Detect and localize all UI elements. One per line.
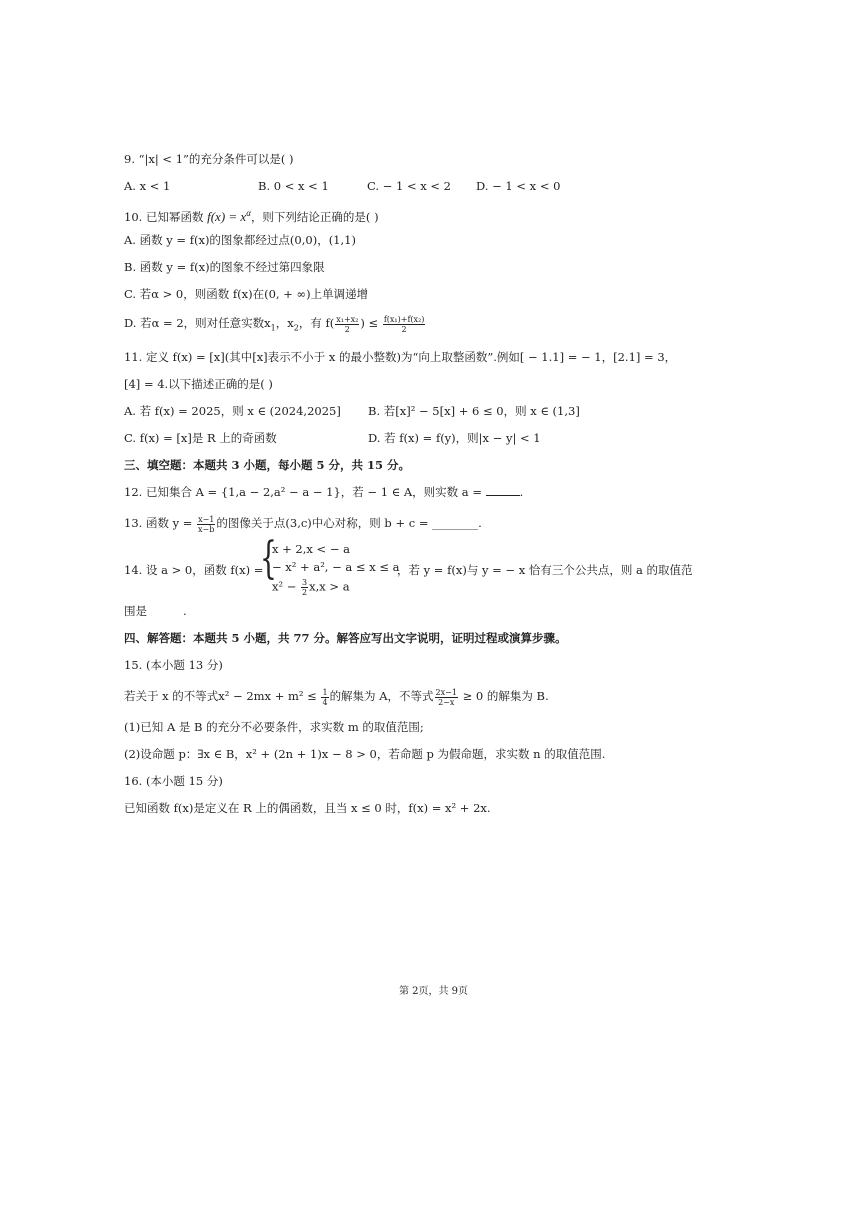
q10-stem <box>124 204 379 226</box>
q12-pre: 12. 已知集合 A = {1,a − 2,a² − a − 1}，若 − 1 ∈ A，则实数 a = <box>124 485 486 499</box>
q14-post: ，若 y = f(x)与 y = − x 恰有三个公共点，则 a 的取值范 <box>397 563 693 577</box>
q10-d-fraction-2: $\frac{\text{f(x₁)+f(x₂)}}{2}$ <box>383 314 425 334</box>
section-4-heading: 四、解答题：本题共 5 小题，共 77 分。解答应写出文字说明，证明过程或演算步骤。 <box>124 631 567 645</box>
q11-line1: 11. 定义 f(x) = [x](其中[x]表示不小于 x 的最小整数)为“向上取整函数”.例如[ − 1.1] = − 1，[2.1] = 3， <box>124 350 677 364</box>
q14-line2: 围是 . <box>124 604 187 618</box>
q11-line2: [4] = 4.以下描述正确的是( ) <box>124 377 273 391</box>
page-footer: 第 2页，共 9页 <box>398 986 469 997</box>
q10-stem-pre: 10. 已知幂函数 <box>124 209 208 224</box>
q14-piece-2: − x² + a², − a ≤ x ≤ a <box>272 560 400 574</box>
q10-option-d: D. 若α = 2，则对任意实数$x_1$，$x_2$，有 f( $\frac{\text{x₁+x₂}}{2}$ ) ≤ $\frac{\text{f(x₁)+f(x₂)}}{2}$ <box>124 314 425 334</box>
q9-option-d: D. − 1 < x < 0 <box>476 179 561 193</box>
q15-heading: 15. (本小题 13 分) <box>124 658 223 672</box>
q12-post: . <box>519 485 524 499</box>
q15-fraction-2: $\frac{2x-1}{2-x}$ <box>435 687 457 707</box>
q9-stem: 9. “|x| < 1”的充分条件可以是( ) <box>124 152 294 166</box>
q13-post: 的图像关于点(3,c)中心对称，则 b + c = ________. <box>216 516 482 530</box>
q12-answer-blank <box>486 483 520 496</box>
q16-heading: 16. (本小题 15 分) <box>124 774 223 788</box>
q11-option-c: C. f(x) = [x]是 R 上的奇函数 <box>124 431 277 445</box>
q14-left-brace: { <box>260 533 277 584</box>
q10-stem-alpha: α <box>246 208 251 218</box>
q13-pre: 13. 函数 y = <box>124 516 197 530</box>
q14-piece-3: x² − $\frac{3}{2}$ x,x > a <box>272 578 350 597</box>
q15-line1: 若关于 x 的不等式x² − 2mx + m² ≤ $\frac{1}{4}$ 的解集为 A，不等式 $\frac{2x-1}{2-x}$ ≥ 0 的解集为 B. <box>124 687 549 707</box>
q10-d-mid: ，x <box>275 316 294 330</box>
q14-piece-1: x + 2,x < − a <box>272 542 350 556</box>
q10-d-pre: D. 若α = 2，则对任意实数x <box>124 316 271 330</box>
q10-option-a: A. 函数 y = f(x)的图象都经过点(0,0)，(1,1) <box>124 233 356 247</box>
q12 <box>124 483 523 501</box>
q10-d-fraction-1: $\frac{\text{x₁+x₂}}{2}$ <box>336 314 359 334</box>
q16-line1: 已知函数 f(x)是定义在 R 上的偶函数，且当 x ≤ 0 时，f(x) = x² + 2x. <box>124 801 491 815</box>
q10-stem-post: ，则下列结论正确的是( ) <box>250 209 379 224</box>
q9-option-b: B. 0 < x < 1 <box>258 179 329 193</box>
q13-fraction: $\frac{x-1}{x-b}$ <box>198 514 215 534</box>
q10-stem-fx: f(x) = x <box>207 208 247 224</box>
q11-option-d: D. 若 f(x) = f(y)，则|x − y| < 1 <box>368 431 541 445</box>
q10-d-le: ) ≤ <box>360 316 382 330</box>
section-3-heading: 三、填空题：本题共 3 小题，每小题 5 分，共 15 分。 <box>124 458 411 472</box>
q10-d-mid2: ，有 f( <box>298 316 335 330</box>
q10-option-c: C. 若α > 0，则函数 f(x)在(0, + ∞)上单调递增 <box>124 287 369 301</box>
q15-part-2: (2)设命题 p：∃x ∈ B，x² + (2n + 1)x − 8 > 0，若命题 p 为假命题，求实数 n 的取值范围. <box>124 747 606 761</box>
q15-fraction-1: $\frac{1}{4}$ <box>322 687 328 707</box>
q10-option-b: B. 函数 y = f(x)的图象不经过第四象限 <box>124 260 325 274</box>
q9-option-a: A. x < 1 <box>124 179 171 193</box>
q11-option-a: A. 若 f(x) = 2025，则 x ∈ (2024,2025] <box>124 404 341 418</box>
q13 <box>124 514 482 534</box>
q15-part-1: (1)已知 A 是 B 的充分不必要条件，求实数 m 的取值范围; <box>124 720 424 734</box>
q14-answer-blank <box>147 603 183 615</box>
q14-pre: 14. 设 a > 0，函数 f(x) = <box>124 563 264 577</box>
q11-option-b: B. 若[x]² − 5[x] + 6 ≤ 0，则 x ∈ (1,3] <box>368 404 580 418</box>
q9-option-c: C. − 1 < x < 2 <box>367 179 452 193</box>
